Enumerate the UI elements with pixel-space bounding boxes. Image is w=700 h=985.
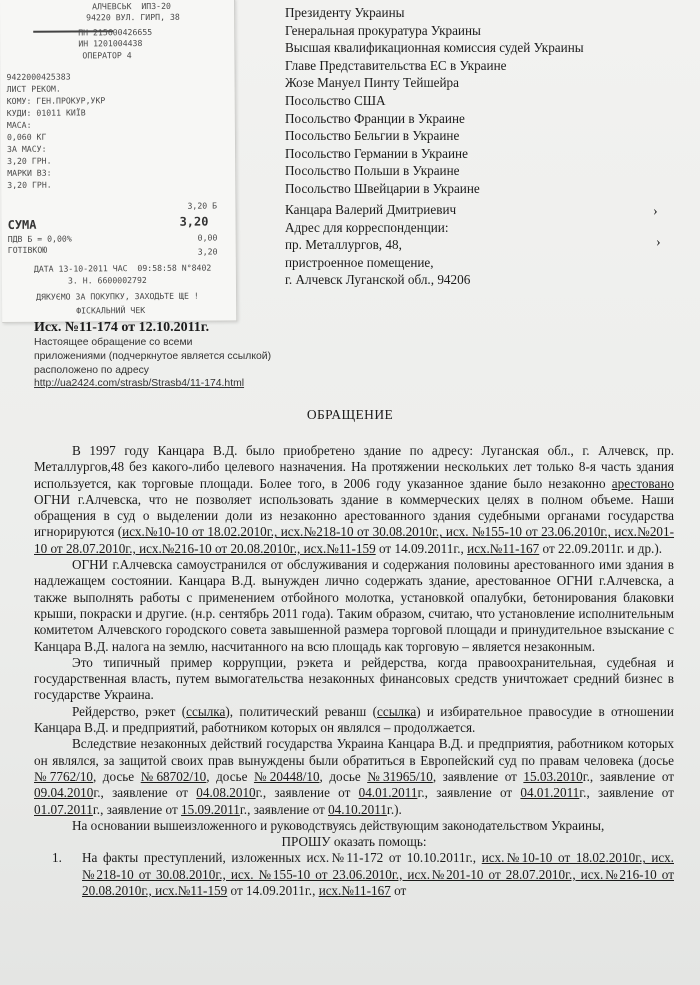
sender-line: г. Алчевск Луганской обл., 94206 [285,272,471,288]
note-url-link[interactable]: http://ua2424.com/strasb/Strasb4/11-174.html [34,378,245,390]
receipt-line: 3,20 ГРН. [7,179,52,190]
request-heading: ПРОШУ оказать помощь: [281,834,427,850]
reference-link[interactable]: ссылка [186,703,226,719]
dossier-link[interactable]: №20448/10 [253,768,320,784]
paragraph: Это типичный пример коррупции, рэкета и рейдерства, когда правоохранительная, судебная и государственная власть, путем вымогательства незаконных финансовых средств уничтожает средний бизнес в государстве Украина. [34,654,674,703]
addressee: Посольство Бельгии в Украине [285,128,460,144]
receipt-total-value: 3,20 [179,214,209,229]
receipt-cash: ГОТІВКОЮ [7,244,48,255]
reference-links[interactable]: исх.№10-10 от 18.02.2010г., исх.№218-10 от 30.08.2010г., исх. №155-10 от 23.06.2010г., исх.№201-10 от 28.07.2010г., исх.№216-10 от 20.08.2010г., исх.№11-159 [82,850,674,899]
addressee: Посольство Германии в Украине [285,145,468,161]
application-link[interactable]: 01.07.2011 [34,801,93,817]
application-link[interactable]: 04.01.2011 [358,785,418,801]
addressee: Генеральная прокуратура Украины [285,22,481,38]
reference-links[interactable]: исх.№10-10 от 18.02.2010г., исх.№218-10 от 30.08.2010г., исх. №155-10 от 23.06.2010г., исх.№201-10 от 28.07.2010г., исх.№216-10 от 20.08.2010г., исх.№11-159 [34,524,675,556]
dossier-link[interactable]: №7762/10 [34,768,94,784]
request-item: 1. На факты преступлений, изложенных исх.№11-172 от 10.10.2011г., исх.№10-10 от 18.02.2010г., исх.№218-10 от 30.08.2010г., исх. №155-10 от 23.06.2010г., исх.№201-10 от 28.07.2010г., исх.№216-10 от 20.08.2010г., исх.№11-159 от 14.09.2011г., исх.№11-167 от [52,850,674,899]
addressee: Посольство Швейцарии в Украине [285,180,480,196]
sender-line: Адрес для корреспонденции: [285,219,449,235]
addressee-list [285,4,584,198]
item-number: 1. [52,850,62,866]
document-body [34,443,674,899]
application-link[interactable]: 04.01.2011 [520,785,580,801]
paragraph: Рейдерство, рэкет (ссылка), политический реванш (ссылка) и избирательное правосудие в отношении Канцара В.Д. и предприятий, работником которых он являлся – продолжается. [34,703,674,736]
addressee: Высшая квалификационная комиссия судей Украины [285,40,584,56]
receipt-line: 0,060 КГ [6,131,47,142]
receipt-thanks: ДЯКУЄМО ЗА ПОКУПКУ, ЗАХОДЬТЕ ЩЕ ! [36,290,199,302]
sender-name: Канцара Валерий Дмитриевич [285,202,457,217]
outgoing-number: Исх. №11-174 от 12.10.2011г. [34,320,210,335]
receipt-line: МАРКИ ВЗ: [7,167,52,178]
application-link[interactable]: 15.09.2011 [181,801,240,817]
sender-block [285,201,470,289]
receipt-line: 9422000425383 [6,71,71,82]
dossier-link[interactable]: №31965/10 [367,768,433,784]
receipt-line: ЗА МАСУ: [7,143,47,154]
receipt-line: МАСА: [6,119,32,130]
document-title: ОБРАЩЕНИЕ [306,407,394,422]
access-note [34,336,271,391]
arrest-link[interactable]: арестовано [611,475,674,491]
addressee: Посольство Франции в Украине [285,110,465,126]
receipt-cash-value: 3,20 [197,246,218,257]
reference-link[interactable]: исх.№11-167 [318,883,391,899]
application-link[interactable]: 09.04.2010 [34,785,94,801]
receipt-vat-value: 0,00 [197,232,218,243]
receipt-line: 94220 ВУЛ. ГИРП, 38 [86,11,180,23]
paragraph: Вследствие незаконных действий государства Украина Канцара В.Д. и предприятия, работником которых он являлся, за защитой своих прав вынуждены были обратиться в Европейский суд по правам человека (досье №7762/10, досье №68702/10, досье №20448/10, досье №31965/10, заявление от 15.03.2010г., заявление от 09.04.2010г., заявление от 04.08.2010г., заявление от 04.01.2011г., заявление от 04.01.2011г., заявление от 01.07.2011г., заявление от 15.09.2011г., заявление от 04.10.2011г.). [34,736,674,817]
addressee: Посольство Польши в Украине [285,163,460,179]
receipt-line: АЛЧЕВСЬК ИПЗ-20 [92,0,171,12]
addressee: Главе Представительства ЕС в Украине [285,57,507,73]
pen-mark: › [653,204,658,219]
receipt-line: ИН 1201004438 [78,38,143,49]
postal-receipt [0,0,237,323]
addressee: Посольство США [285,92,386,108]
dossier-link[interactable]: №68702/10 [140,768,207,784]
paragraph: В 1997 году Канцара В.Д. было приобретено здание по адресу: Луганская обл., г. Алчевск, пр. Металлургов,48 без какого-либо целевого назначения. На протяжении нескольких лет только 8-я часть здания используется, как торговые площади. Более того, в 2006 году указанное здание было незаконно арестовано ОГНИ г.Алчевска, что не позволяет использовать здание в коммерческих целях в полном объеме. Наши обращения в суд о выделении доли из незаконно арестованного здания судебными органами государства игнорируются (исх.№10-10 от 18.02.2010г., исх.№218-10 от 30.08.2010г., исх. №155-10 от 23.06.2010г., исх.№201-10 от 28.07.2010г., исх.№216-10 от 20.08.2010г., исх.№11-159 от 14.09.2011г., исх.№11-167 от 22.09.2011г. и др.). [34,443,675,556]
note-line: Настоящее обращение со всеми [34,337,193,348]
reference-link[interactable]: ссылка [376,703,417,719]
note-line: расположено по адресу [34,364,149,376]
paragraph: ОГНИ г.Алчевска самоустранился от обслуживания и содержания половины арестованного ими здания в надлежащем состоянии. Канцара В.Д. вынужден лично содержать здание, арестованное ОГНИ г.Алчевска, а также выполнять работы с применением отбойного молотка, установкой опалубки, бетонирования блаковки крыши, покраски и другие. (н.р. сентябрь 2011 года). Таким образом, считаю, что установление исполнительным комитетом Алчевского городского совета завышенной размера торговой площади и принудительное взыскание с Канцара В.Д. налога на землю, насчитанного на всю площадь как торговую – является незаконным. [34,557,674,654]
receipt-line: 3,20 ГРН. [7,155,52,166]
application-link[interactable]: 15.03.2010 [523,768,583,784]
receipt-line: КОМУ: ГЕН.ПРОКУР,УКР [6,95,106,106]
paragraph: На основании вышеизложенного и руководствуясь действующим законодательством Украины, [72,817,605,833]
pen-mark: › [656,235,661,250]
receipt-line: ПН 215600426655 [78,26,153,38]
receipt-amount: 3,20 Б [187,200,218,211]
application-link[interactable]: 04.08.2010 [196,785,256,801]
receipt-line: КУДИ: 01011 КИЇВ [6,107,86,118]
sender-line: пр. Металлургов, 48, [285,237,402,253]
receipt-vat: ПДВ Б = 0,00% [7,233,72,244]
reference-link[interactable]: исх.№11-167 [467,540,540,556]
addressee: Жозе Мануел Пинту Тейшейра [285,75,459,91]
receipt-date: ДАТА 13-10-2011 ЧАС 09:58:58 N°8402 [33,262,212,274]
receipt-serial: З. Н. 6600002792 [67,274,147,286]
sender-line: пристроенное помещение, [285,254,434,270]
receipt-line: ЛИСТ РЕКОМ. [6,83,61,94]
application-link[interactable]: 04.10.2011 [328,801,387,817]
addressee: Президенту Украины [285,5,405,20]
receipt-line: ОПЕРАТОР 4 [82,50,132,61]
receipt-fiscal: ФІСКАЛЬНИЙ ЧЕК [76,304,146,316]
note-line: приложениями (подчеркнутое является ссылкой) [34,350,272,362]
receipt-total-label: СУМА [7,217,37,232]
